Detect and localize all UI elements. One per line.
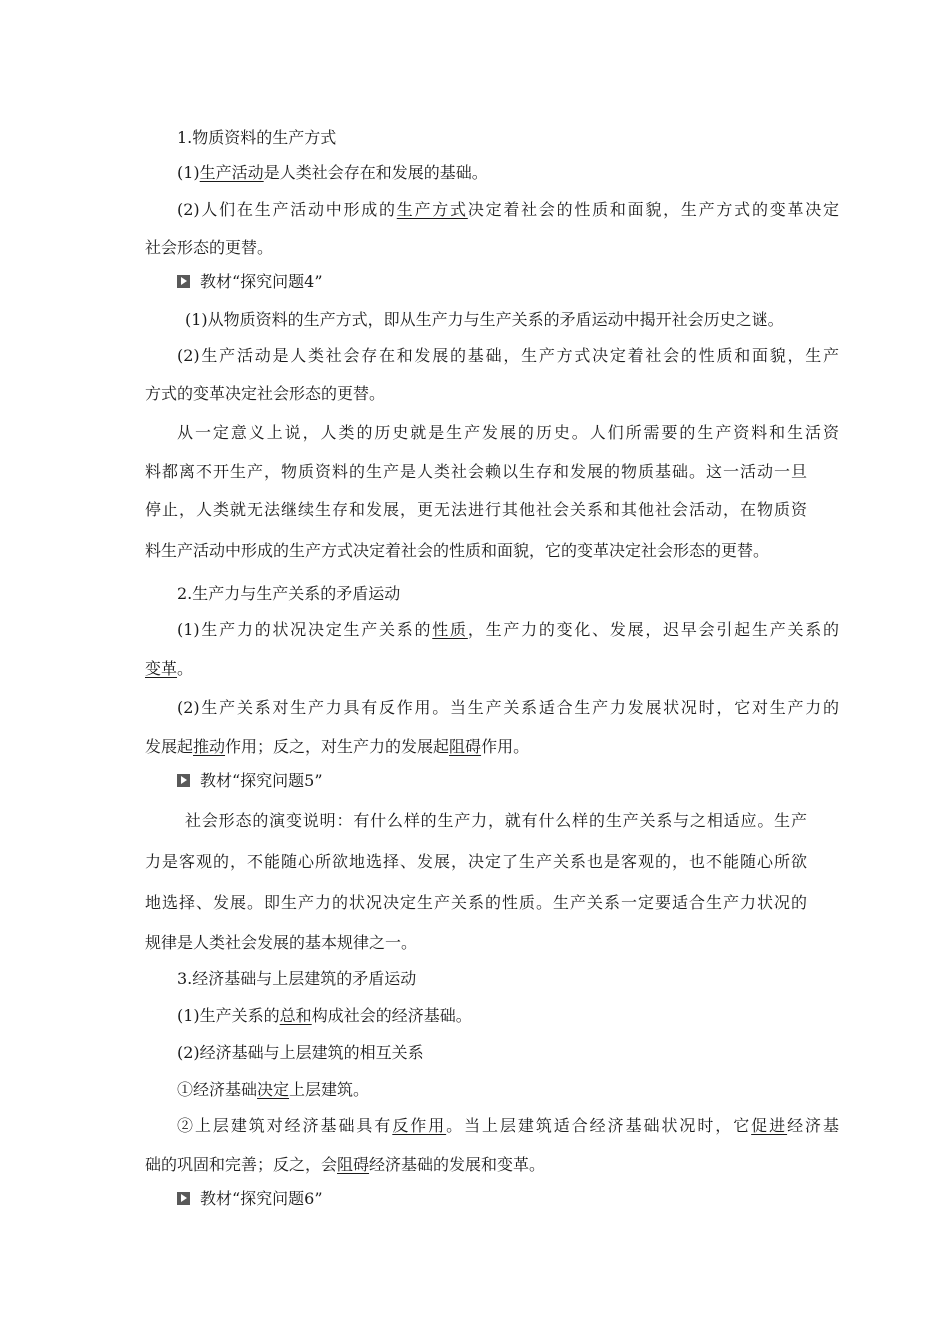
answer-4-line-3: 方式的变革决定社会形态的更替。 [145, 384, 386, 403]
textbook-marker-6: 教材“探究问题6” [177, 1189, 323, 1209]
section-3-item-2-cont: 础的巩固和完善；反之，会阻碍经济基础的发展和变革。 [145, 1155, 546, 1174]
explanation-5-line-2: 力是客观的，不能随心所欲地选择、发展，决定了生产关系也是客观的，也不能随心所欲 [145, 852, 807, 871]
section-2-point-2-cont: 发展起推动作用；反之，对生产力的发展起阻碍作用。 [145, 737, 530, 756]
section-3-heading: 3.经济基础与上层建筑的矛盾运动 [177, 969, 417, 988]
section-3-point-2: (2)经济基础与上层建筑的相互关系 [177, 1043, 424, 1062]
textbook-marker-5: 教材“探究问题5” [177, 771, 323, 791]
play-triangle-icon [177, 774, 190, 787]
blank-answer: 决定 [257, 1080, 290, 1099]
play-triangle-icon [177, 1192, 190, 1205]
section-1-point-2-cont: 社会形态的更替。 [145, 238, 274, 257]
blank-answer: 阻碍 [337, 1155, 370, 1174]
section-2-point-2: (2)生产关系对生产力具有反作用。当生产关系适合生产力发展状况时，它对生产力的 [177, 698, 839, 717]
blank-answer: 阻碍 [449, 737, 482, 756]
textbook-marker-4: 教材“探究问题4” [177, 272, 323, 292]
blank-answer: 变革 [145, 659, 178, 678]
blank-answer: 总和 [279, 1006, 312, 1025]
play-triangle-icon [177, 275, 190, 288]
answer-4-line-2: (2)生产活动是人类社会存在和发展的基础，生产方式决定着社会的性质和面貌，生产 [177, 346, 839, 365]
blank-answer: 反作用 [392, 1116, 447, 1135]
blank-answer: 生产方式 [396, 200, 468, 219]
blank-answer: 促进 [751, 1116, 788, 1135]
section-3-item-2: ②上层建筑对经济基础具有反作用。当上层建筑适合经济基础状况时，它促进经济基 [177, 1116, 839, 1135]
section-3-item-1: ①经济基础决定上层建筑。 [177, 1080, 370, 1099]
section-2-point-1-cont: 变革。 [145, 659, 194, 678]
section-1-point-2: (2)人们在生产活动中形成的生产方式决定着社会的性质和面貌，生产方式的变革决定 [177, 200, 839, 219]
explanation-4-line-3: 停止，人类就无法继续生存和发展，更无法进行其他社会关系和其他社会活动，在物质资 [145, 500, 807, 519]
explanation-4-line-4: 料生产活动中形成的生产方式决定着社会的性质和面貌，它的变革决定社会形态的更替。 [145, 541, 770, 560]
explanation-4-line-2: 料都离不开生产，物质资料的生产是人类社会赖以生存和发展的物质基础。这一活动一旦 [145, 462, 807, 481]
explanation-5-line-3: 地选择、发展。即生产力的状况决定生产关系的性质。生产关系一定要适合生产力状况的 [145, 893, 807, 912]
answer-4-line-1: (1)从物质资料的生产方式，即从生产力与生产关系的矛盾运动中揭开社会历史之谜。 [185, 310, 784, 329]
blank-answer: 性质 [432, 620, 468, 639]
section-2-heading: 2.生产力与生产关系的矛盾运动 [177, 584, 401, 603]
blank-answer: 推动 [193, 737, 226, 756]
blank-answer: 生产活动 [199, 163, 264, 182]
section-1-heading: 1.物质资料的生产方式 [177, 128, 337, 147]
explanation-4-line-1: 从一定意义上说，人类的历史就是生产发展的历史。人们所需要的生产资料和生活资 [177, 423, 839, 442]
explanation-5-line-1: 社会形态的演变说明：有什么样的生产力，就有什么样的生产关系与之相适应。生产 [185, 811, 807, 830]
section-1-point-1: (1)生产活动是人类社会存在和发展的基础。 [177, 163, 488, 182]
section-2-point-1: (1)生产力的状况决定生产关系的性质，生产力的变化、发展，迟早会引起生产关系的 [177, 620, 839, 639]
section-3-point-1: (1)生产关系的总和构成社会的经济基础。 [177, 1006, 472, 1025]
explanation-5-line-4: 规律是人类社会发展的基本规律之一。 [145, 933, 418, 952]
